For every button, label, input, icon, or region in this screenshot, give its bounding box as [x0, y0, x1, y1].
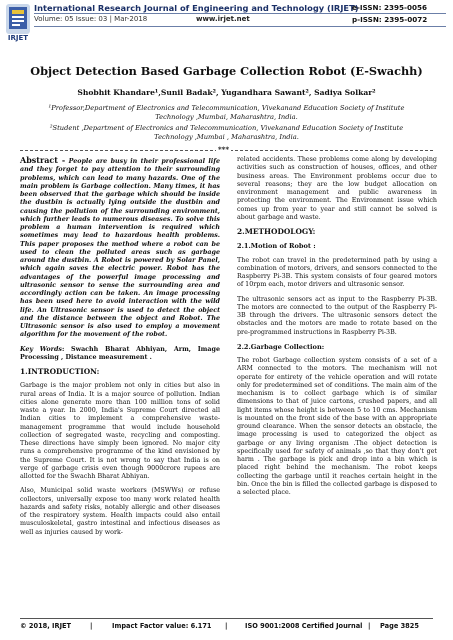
paper-authors: Shobhit Khandare¹,Sunil Badak², Yugandhara Sawant², Sadiya Solkar²: [77, 88, 376, 97]
logo-text: IRJET: [7, 34, 29, 42]
journal-title: International Research Journal of Engineering and Technology (IRJET): [34, 3, 359, 13]
footer-divider-3: |: [368, 622, 371, 630]
footer-divider-2: |: [225, 622, 228, 630]
garbage-collection-heading: 2.2.Garbage Collection:: [237, 342, 325, 351]
affiliation-2b: Technology ,Mumbai , Maharashtra, India.: [154, 133, 299, 141]
abstract-label: Abstract -: [20, 155, 66, 165]
keywords-text: : Swachh Bharat Abhiyan, Arm, Image Processing , Distance measurement .: [20, 345, 220, 361]
e-issn: e-ISSN: 2395-0056: [352, 3, 427, 12]
right-column: [237, 156, 437, 503]
section-separator: [20, 145, 433, 154]
affiliation-1b: Technology ,Mumbai, Maharashtra, India.: [155, 113, 298, 121]
garbage-collection-paragraph: The robot Garbage collection system consists of a set of a ARM connected to the motors. The mechanism will not operate for entirety of the vehicle operation and will rotate only for predetermined set of conditions. The main aim of the mechanism is to collect garbage which is of similar dimensions to that of juice cartons, crushed papers, and all light items whose height is between 5 to 10 cms. Mechanism is mounted on the front side of the base with an appropriate ground clearance. When the sensor detects an obstacle, the image processing is used to categorized the object as garbage or any living organism .The object detection is specifically used for safety of animals ,so that they don't get harm . The garbage is pick and drop into a bin which is placed right behind the mechanism. The robot keeps collecting the garbage until it reaches certain height in the bin. Once the bin is filled the collected garbage is disposed to a selected place.: [237, 357, 437, 496]
motion-paragraph-1: The robot can travel in the predetermined path by using a combination of motors, drivers, and sensors connected to the Raspberry Pi-3B. This system consists of four geared motors of 10rpm each, motor drivers and ultrasonic sensor.: [237, 256, 437, 289]
intro-paragraph-1: Garbage is the major problem not only in cities but also in rural areas of India. It is a major source of pollution. Indian cities alone generate more than 100 million tons of solid waste a year. In 2000, India's Supreme Court directed all Indian cities to implement a comprehensive waste-management programme that would include household collection of segregated waste, recycling and composting. These directions have simply been ignored. No major city runs a comprehensive programme of the kind envisioned by the Supreme Court. It is not wrong to say that India is on verge of garbage crisis even though 9000crore rupees are allotted for the Swachh Bharat Abhiyan.: [20, 382, 220, 480]
paper-title: Object Detection Based Garbage Collection Robot (E-Swachh): [30, 64, 423, 78]
footer-impact-factor: Impact Factor value: 6.171: [112, 622, 212, 630]
keywords: [20, 346, 220, 363]
footer-divider-1: |: [90, 622, 93, 630]
keywords-label: Key Words: [20, 345, 62, 353]
journal-logo-icon: [6, 4, 30, 34]
methodology-heading: 2.METHODOLOGY:: [237, 227, 316, 236]
affiliation-2a: ²Student ,Department of Electronics and Telecommunication, Vivekanand Education Society of Institute: [49, 124, 404, 132]
intro-heading: 1.INTRODUCTION:: [20, 367, 100, 376]
intro-paragraph-2: Also, Municipal solid waste workers (MSWWs) or refuse collectors, universally expose too many work related health hazards and safety risks, notably allergic and other diseases of the respiratory system. Health impacts could also entail musculoskeletal, gastro intestinal and infectious diseases as well as injuries caused by work-: [20, 487, 220, 536]
motion-paragraph-2: The ultrasonic sensors act as input to the Raspberry Pi-3B. The motors are connected to the output of the Raspberry Pi-3B through the drivers. The ultrasonic sensors detect the obstacles and the motors are made to rotate based on the pre-programmed instructions in Raspberry Pi-3B.: [237, 295, 437, 336]
footer-iso: ISO 9001:2008 Certified Journal: [245, 622, 363, 630]
journal-header: [0, 0, 453, 50]
footer-copyright: © 2018, IRJET: [20, 622, 72, 630]
left-column: [20, 156, 220, 543]
abstract: [20, 156, 220, 340]
motion-heading: 2.1.Motion of Robot :: [237, 242, 316, 251]
separator-mark: ***: [218, 145, 229, 154]
intro-paragraph-2-continued: related accidents. These problems come along by developing activities such as construction of houses, offices, and other business areas. The Environment problems occur due to several reasons; they are the low budget allocation on environment management and public awareness in protecting the environment. The Environment issue which comes up from year to year and still cannot be solved is about garbage and waste.: [237, 156, 437, 221]
header-rule-top: [34, 13, 446, 14]
abstract-text: People are busy in their professional life and they forget to pay attention to their surrounding problems, which can lead to many hazards. One of the main problem is Garbage collection. Many times, it has been observed that the garbage which should be inside the dustbin is actually lying outside the dustbin and causing the pollution of the surrounding environment, which further leads to numerous diseases. To solve this problem a human intervention is required which sometimes may lead to hazardous health problems. This paper proposes the method where a robot can be used to clean the polluted areas such as garbage around the dustbin. A Robot is powered by Solar Panel, which again saves the electric power. Robot has the advantages of the powerful image processing and ultrasonic sensor to sense the surrounding area and accordingly action can be taken. An image processing has been used here to avoid interaction with the wild life. An Ultrasonic sensor is used to detect the object and the distance between the object and Robot. The Ultrasonic sensor is also used to employ a movement algorithm for the movement of the robot.: [20, 158, 220, 339]
journal-website-link[interactable]: www.irjet.net: [196, 15, 250, 23]
footer-page-number: Page 3825: [380, 622, 419, 630]
affiliation-1a: ¹Professor,Department of Electronics and Telecommunication, Vivekanand Education Society of Institute: [48, 104, 405, 112]
header-rule-bottom: [34, 26, 446, 27]
p-issn: p-ISSN: 2395-0072: [352, 15, 428, 24]
volume-issue: Volume: 05 Issue: 03 | Mar-2018: [34, 15, 148, 23]
footer-rule: [20, 618, 433, 619]
